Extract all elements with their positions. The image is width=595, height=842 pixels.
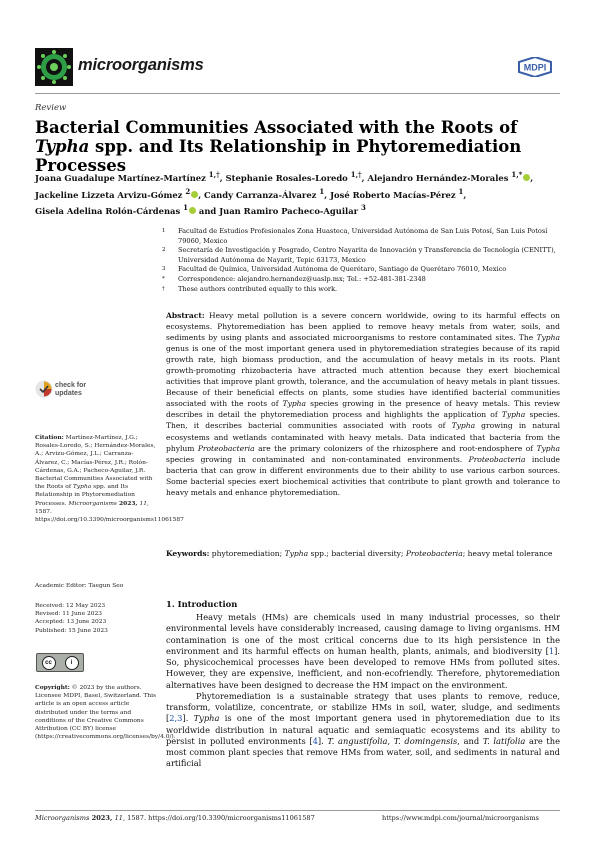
author[interactable]: Gisela Adelina Rolón-Cárdenas $^1$ — [35, 206, 196, 216]
accepted-date: Accepted: 13 June 2023 — [35, 619, 107, 626]
equal-contribution-note: † These authors contributed equally to this work. — [162, 284, 338, 293]
author[interactable]: Jackeline Lizzeta Arvizu-Gómez $^2$ — [35, 190, 198, 200]
check-for-updates[interactable]: check for updates — [55, 382, 87, 397]
orcid-icon[interactable] — [191, 191, 198, 198]
revised-date: Revised: 11 June 2023 — [35, 611, 102, 618]
affiliation: 2 Secretaría de Investigación y Posgrado, Centro Nayarita de Innovación y Transferencia de Tecnología (CENITT), Universidad Autónoma de Nayarit, Tepic 63173, Mexico — [162, 246, 556, 264]
journal-name: microorganisms — [78, 56, 204, 74]
author[interactable]: Candy Carranza-Álvarez $^1$ — [204, 186, 325, 200]
header-rule — [35, 93, 560, 94]
author[interactable]: Stephanie Rosales-Loredo $^{1,\dagger}$ — [225, 170, 362, 183]
footer-journal-url[interactable]: https://www.mdpi.com/journal/microorganisms — [382, 814, 539, 822]
journal-logo-icon — [35, 48, 73, 86]
orcid-icon[interactable] — [523, 174, 530, 181]
academic-editor: Academic Editor: Taegun Seo — [35, 583, 124, 589]
citation-block: Citation: Martínez-Martínez, J.G.; Rosales-Loredo, S.; Hernández-Morales, A.; Arvizu-Gómez, J.L.; Carranza-Álvarez, C.; Macías-Pérez, J.R.; Rolón-Cárdenas, G.A.; Pacheco-Aguilar, J.R. Bacterial Communities Associated with the Roots of Typha spp. and Its Relationship in Phytoremediation Processes. Microorganisms 2023, 11, 1587. https://doi.org/10.3390/microorganisms11061587 — [35, 434, 184, 524]
title-part: Bacterial Communities Associated with the Roots of — [35, 118, 518, 137]
publisher-name: MDPI — [523, 62, 547, 73]
citation-link[interactable]: 1 — [548, 645, 555, 656]
article-type: Review — [35, 103, 67, 113]
cc-by-license-icon[interactable] — [36, 653, 84, 672]
received-date: Received: 12 May 2023 — [35, 603, 106, 609]
abstract: Abstract: Heavy metal pollution is a severe concern worldwide, owing to its harmful effects on ecosystems. Phytoremediation has been applied to remove heavy metals from water, soils, and sediments by using plants and associated microorganisms to restore contaminated sites. The Typha genus is one of the most important genera used in phytoremediation strategies because of its rapid growth rate, high biomass production, and the accumulation of heavy metals in its roots. Plant growth-promoting rhizobacteria have attracted much attention because they exert biochemical activities that improve plant growth, tolerance, and the accumulation of heavy metals in plant tissues. Because of their beneficial effects on plants, some studies have identified bacterial communities associated with the roots of Typha species growing in the presence of heavy metals. This review describes in detail the phytoremediation process and highlights the application of Typha species. Then, it describes bacterial communities associated with roots of Typha growing in natural ecosystems and wetlands contaminated with heavy metals. Data indicated that bacteria from the phylum Proteobacteria are the primary colonizers of the rhizosphere and root-endosphere of Typha species growing in contaminated and non-contaminated environments. Proteobacteria include bacteria that can grow in different environments due to their ability to use various carbon sources. Some bacterial species exert biochemical activities that contribute to plant growth and tolerance to heavy metals and enhance phytoremediation. — [166, 311, 560, 497]
orcid-icon[interactable] — [189, 207, 196, 214]
section-heading: 1. Introduction — [166, 599, 238, 609]
affiliation: 3 Facultad de Química, Universidad Autónoma de Querétaro, Santiago de Querétaro 76010, Mexico — [162, 265, 507, 274]
author[interactable]: Alejandro Hernández-Morales $^{1,*}$ — [368, 173, 531, 183]
author[interactable]: José Roberto Macías-Pérez $^1$ — [330, 186, 464, 200]
affiliation: 1 Facultad de Estudios Profesionales Zona Huasteca, Universidad Autónoma de San Luis Potosí, San Luis Potosí 79060, Mexico — [162, 227, 548, 245]
affiliations — [162, 227, 562, 294]
footer-rule — [35, 810, 560, 811]
author-list: Joana Guadalupe Martínez-Martínez $^{1,\dagger}$, Stephanie Rosales-Loredo $^{1,\dagger}$, Alejandro Hernández-Morales $^{1,*}$ , Jackeline Lizzeta Arvizu-Gómez $^2$ , Candy Carranza-Álvarez $^1$, José Roberto Macías-Pérez $^1$, Gisela Adelina Rolón-Cárdenas $^1$ and Juan Ramiro Pacheco-Aguilar $^3$ — [35, 170, 534, 217]
citation-link[interactable]: 4 — [312, 735, 318, 746]
paragraph: Heavy metals (HMs) are chemicals used in many industrial processes, so their environmental levels have considerably increased, causing damage to living organisms. HM contamination is one of the most critical concerns due to its high persistence in the environment and its harmful effects on human health, plants, animals, and biodiversity [1]. So, physicochemical processes have been developed to remove HMs from polluted sites. However, they are expensive, inefficient, and non-ecofriendly. Therefore, phytoremediation alternatives have been designed to decrease the HM impact on the environment. — [166, 612, 560, 690]
check-for-updates-icon[interactable] — [35, 380, 53, 398]
article-title — [35, 118, 565, 175]
published-date: Published: 15 June 2023 — [35, 627, 108, 634]
footer-citation: Microorganisms 2023, 11, 1587. https://doi.org/10.3390/microorganisms11061587 — [35, 814, 315, 822]
author[interactable]: Joana Guadalupe Martínez-Martínez $^{1,\dagger}$ — [35, 170, 220, 183]
title-genus: Typha — [35, 137, 90, 156]
correspondence: * Correspondence: alejandro.hernandez@uaslp.mx; Tel.: +52-481-381-2348 — [162, 274, 426, 283]
attribution-icon: i — [65, 656, 79, 670]
keywords: Keywords: phytoremediation; Typha spp.; bacterial diversity; Proteobacteria; heavy metal tolerance — [166, 549, 553, 558]
copyright-block: Copyright: © 2023 by the authors. Licensee MDPI, Basel, Switzerland. This article is an open access article distributed under the terms and conditions of the Creative Commons Attribution (CC BY) license (https://creativecommons.org/licenses/by/4.0/). — [35, 684, 176, 741]
author[interactable]: and Juan Ramiro Pacheco-Aguilar $^3$ — [198, 203, 366, 217]
dates-block — [35, 602, 157, 635]
mdpi-logo-icon — [517, 57, 553, 77]
title-part: spp. and Its Relationship in Phytoremediation Processes — [35, 137, 522, 175]
cc-icon: cc — [42, 656, 56, 670]
paragraph: Phytoremediation is a sustainable strategy that uses plants to remove, reduce, transform, volatilize, concentrate, or stabilize HMs in soil, water, sludge, and sediments [2,3]. Typha is one of the most important genera used in phytoremediation due to its worldwide distribution in natural aquatic and semiaquatic ecosystems and its ability to persist in polluted environments [4]. T. angustifolia, T. domingensis, and T. latifolia are the most common plant species that remove HMs from water, soil, and sediments in natural and artificial — [166, 690, 560, 769]
introduction-body — [166, 612, 560, 770]
citation-link[interactable]: 2,3 — [169, 713, 183, 724]
